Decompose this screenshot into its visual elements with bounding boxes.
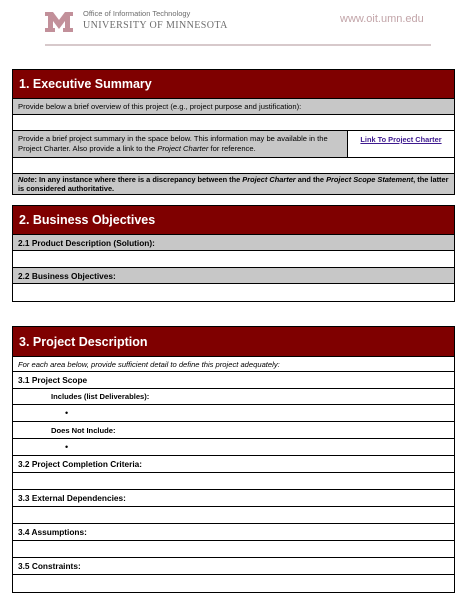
- business-objectives-section: [12, 205, 455, 302]
- includes-label: Includes (list Deliverables):: [13, 389, 454, 405]
- bullet-icon: •: [65, 408, 69, 418]
- overview-input-row[interactable]: [13, 115, 454, 131]
- summary-text: Provide a brief project summary in the space below. This information may be available in the Project Charter. Also provide a link to the Project Charter for reference.: [13, 131, 348, 157]
- document-header: [0, 0, 466, 46]
- bullet-icon: •: [65, 442, 69, 452]
- constraints-label: 3.5 Constraints:: [13, 558, 454, 575]
- summary-row: [13, 131, 454, 158]
- website-url[interactable]: www.oit.umn.edu: [340, 13, 424, 25]
- instruction-row: For each area below, provide sufficient detail to define this project adequately:: [13, 357, 454, 372]
- constraints-input[interactable]: [13, 575, 454, 592]
- office-name: Office of Information Technology: [83, 9, 191, 18]
- product-description-label: 2.1 Product Description (Solution):: [13, 235, 454, 251]
- university-m-logo: [45, 12, 73, 32]
- project-description-section: [12, 326, 455, 593]
- instruction-row: Provide below a brief overview of this project (e.g., project purpose and justification):: [13, 99, 454, 115]
- assumptions-input[interactable]: [13, 541, 454, 558]
- not-include-bullet-row[interactable]: [13, 439, 454, 456]
- note-row: [13, 174, 454, 194]
- includes-bullet-row[interactable]: [13, 405, 454, 422]
- external-dependencies-input[interactable]: [13, 507, 454, 524]
- header-divider: [45, 44, 431, 46]
- project-scope-label: 3.1 Project Scope: [13, 372, 454, 389]
- executive-summary-section: [12, 69, 455, 195]
- university-name: UNIVERSITY OF MINNESOTA: [83, 20, 228, 31]
- business-objectives-input[interactable]: [13, 284, 454, 301]
- charter-link-cell: [348, 131, 454, 157]
- business-objectives-label: 2.2 Business Objectives:: [13, 268, 454, 284]
- completion-criteria-label: 3.2 Project Completion Criteria:: [13, 456, 454, 473]
- product-description-input[interactable]: [13, 251, 454, 268]
- not-include-label: Does Not Include:: [13, 422, 454, 439]
- note-text: Note: In any instance where there is a discrepancy between the Project Charter and the Project Scope Statement, the latter is considered authoritative.: [18, 174, 449, 193]
- section-title: 1. Executive Summary: [13, 70, 454, 99]
- summary-input-row[interactable]: [13, 158, 454, 174]
- external-dependencies-label: 3.3 External Dependencies:: [13, 490, 454, 507]
- assumptions-label: 3.4 Assumptions:: [13, 524, 454, 541]
- completion-criteria-input[interactable]: [13, 473, 454, 490]
- project-charter-link[interactable]: Link To Project Charter: [360, 135, 442, 144]
- section-title: 3. Project Description: [13, 327, 454, 357]
- section-title: 2. Business Objectives: [13, 206, 454, 235]
